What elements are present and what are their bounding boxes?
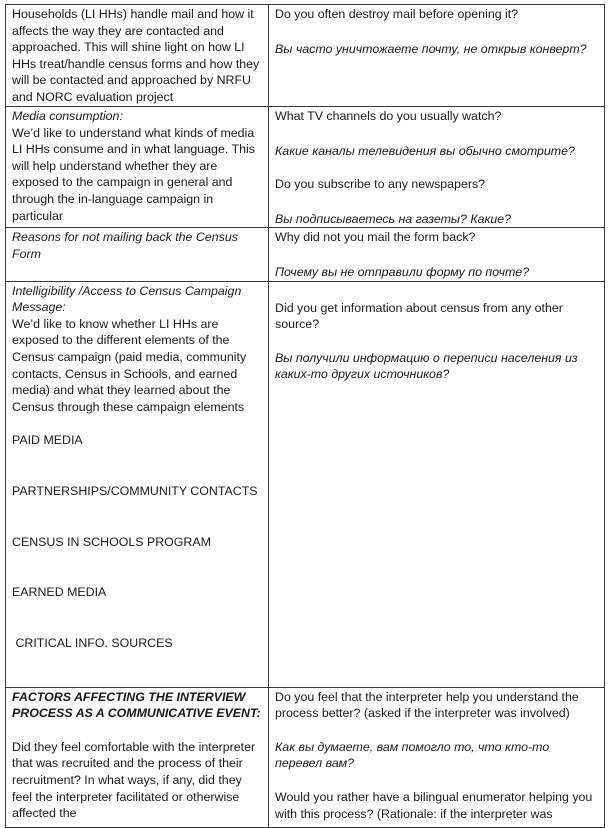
question: Would you rather have a bilingual enumerator helping you with this process? (Rationale: if the interpreter was [275,789,593,821]
left-cell [6,281,269,687]
question-translation: Почему вы не отправили форму по почте? [275,264,530,279]
left-cell [6,107,269,228]
paragraph: We’d like to know whether LI HHs are exposed to the different elements of the Census campaign (paid media, community contacts, Census in Schools, and earned media) and what they learned about the Census through these campaign elements [12,316,247,414]
right-cell [269,107,605,228]
right-cell [269,5,605,107]
question-translation: Как вы думаете, вам помогло то, что кто-то перевел вам? [275,739,550,771]
paragraph: Did they feel comfortable with the interpreter that was recruited and the process of their recruitment? In what ways, if any, did they feel the interpreter facilitated or otherwise affected the [12,739,256,821]
left-cell [6,5,269,107]
section-heading: Media consumption: [12,109,123,123]
table-row [6,228,605,281]
question: Do you feel that the interpreter help you understand the process better? (asked if the interpreter was involved) [275,689,579,721]
section-heading: Reasons for not mailing back the Census Form [12,230,238,261]
question-translation: Вы часто уничтожаете почту, не открыв конверт? [275,41,587,56]
question: What TV channels do you usually watch? [275,109,502,123]
left-cell [6,687,269,827]
section-heading: Intelligibility /Access to Census Campaign Message: [12,283,242,315]
right-cell [269,687,605,827]
list-item: PARTNERSHIPS/COMMUNITY CONTACTS [12,483,258,498]
list-item: EARNED MEDIA [12,585,107,600]
right-cell [269,228,605,281]
left-cell [6,228,269,281]
question: Do you subscribe to any newspapers? [275,177,486,192]
list-item: CENSUS IN SCHOOLS PROGRAM [12,534,211,549]
table-row [6,687,605,827]
question-translation: Вы получили информацию о переписи населения из каких-то других источников? [275,350,578,382]
question: Why did not you mail the form back? [275,230,476,245]
paragraph: Households (LI HHs) handle mail and how it affects the way they are contacted and approached. This will shine light on how LI HHs treat/handle census forms and how they will be contacted and approached by NRFU and NORC evaluation project [12,7,260,104]
right-cell [269,281,605,687]
question: Did you get information about census from any other source? [275,300,563,332]
list-item: PAID MEDIA [12,433,83,448]
list-item: CRITICAL INFO. SOURCES [12,635,173,650]
document-table [5,4,605,828]
section-heading: FACTORS AFFECTING THE INTERVIEW PROCESS AS A COMMUNICATIVE EVENT: [12,689,261,721]
question-translation: Вы подписываетесь на газеты? Какие? [275,211,512,226]
question-translation: Какие каналы телевидения вы обычно смотрите? [275,143,575,158]
paragraph: We’d like to understand what kinds of media LI HHs consume and in what language. This will help understand whether they are exposed to the campaign in general and through the in-language campaign in particular [12,125,255,223]
question: Do you often destroy mail before opening it? [275,7,519,21]
table-row [6,107,605,228]
table-row [6,5,605,107]
table-row [6,281,605,687]
